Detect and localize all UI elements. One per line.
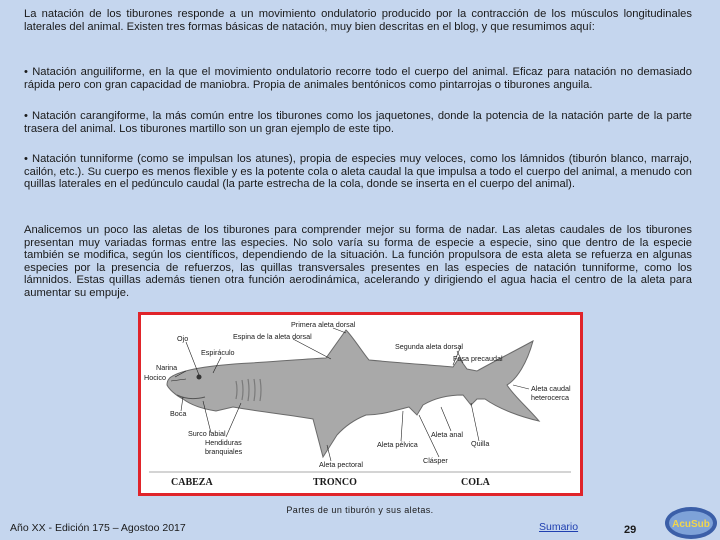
label-segunda-aleta-dorsal: Segunda aleta dorsal xyxy=(395,342,463,351)
label-narina: Narina xyxy=(156,363,178,372)
label-heterocerca: heterocerca xyxy=(531,393,569,402)
label-primera-aleta-dorsal: Primera aleta dorsal xyxy=(291,320,356,329)
acusub-logo xyxy=(664,506,718,540)
logo-text: AcuSub xyxy=(672,519,710,530)
label-espiraculo: Espiráculo xyxy=(201,348,235,357)
sumario-link[interactable]: Sumario xyxy=(539,521,579,533)
intro-paragraph: La natación de los tiburones responde a un movimiento ondulatorio producido por la contracción de los músculos longitudinales laterales del animal. Existen tres formas básicas de natación, muy bien descritas en el blog, y que resumimos aquí: xyxy=(24,8,692,33)
shark-eye xyxy=(197,375,202,380)
label-boca: Boca xyxy=(170,409,187,418)
zone-cabeza: CABEZA xyxy=(171,477,213,488)
label-hendiduras: Hendiduras xyxy=(205,438,242,447)
figure-caption: Partes de un tiburón y sus aletas. xyxy=(286,505,434,515)
page-number: 29 xyxy=(624,524,637,536)
label-ojo: Ojo xyxy=(177,334,189,343)
label-clasper: Clásper xyxy=(423,456,448,465)
anguiliforme-paragraph: • Natación anguiliforme, en la que el movimiento ondulatorio recorre todo el cuerpo del animal. Eficaz para natación no demasiado rápida pero con gran capacidad de maniobra. Propia de animales bentónicos como pintarrojas o tiburones anguila. xyxy=(24,66,692,91)
aletas-paragraph: Analicemos un poco las aletas de los tiburones para comprender mejor su forma de nadar. Las aletas caudales de los tiburones presentan muy variadas formas entre las especies. No solo varía su forma de especie a especie, sino que dentro de la especie también se modifica, según los científicos, dependiendo de la situación. La función propulsora de esta aleta se refuerza en algunas especies por la presencia de refuerzos, las quillas transversales presentes en las especies de natación tunniforme, como los lámnidos. Estas quillas además tienen otra función aerodinámica, acelerando y dirigiendo el agua hacia el centro de la aleta para aumentar su empuje. xyxy=(24,224,692,299)
footer-edition: Año XX - Edición 175 – Agostoo 2017 xyxy=(10,522,186,534)
zone-cola: COLA xyxy=(461,477,490,488)
label-branquiales: branquiales xyxy=(205,447,243,456)
label-quilla: Quilla xyxy=(471,439,490,448)
label-espina-aleta-dorsal: Espina de la aleta dorsal xyxy=(233,332,312,341)
zone-tronco: TRONCO xyxy=(313,477,357,488)
tunniforme-paragraph: • Natación tunniforme (como se impulsan los atunes), propia de especies muy veloces, como los lámnidos (tiburón blanco, marrajo, cailón, etc.). Su cuerpo es menos flexible y es la potente cola o aleta caudal la que impulsa a todo el cuerpo del animal, a menudo con quillas laterales en el pedúnculo caudal (la parte estrecha de la cola, donde se inserta en el cuerpo del animal). xyxy=(24,153,692,191)
label-aleta-pectoral: Aleta pectoral xyxy=(319,460,363,469)
carangiforme-paragraph: • Natación carangiforme, la más común entre los tiburones como los jaquetones, donde la potencia de la natación parte de la parte trasera del animal. Los tiburones martillo son un gran ejemplo de este tipo. xyxy=(24,110,692,135)
label-aleta-caudal: Aleta caudal xyxy=(531,384,571,393)
label-hocico: Hocico xyxy=(144,373,166,382)
shark-illustration xyxy=(141,315,580,493)
label-aleta-pelvica: Aleta pélvica xyxy=(377,440,418,449)
shark-diagram-figure xyxy=(138,312,583,496)
label-aleta-anal: Aleta anal xyxy=(431,430,463,439)
label-surco-labial: Surco labial xyxy=(188,429,226,438)
label-fosa-precaudal: Fosa precaudal xyxy=(453,354,503,363)
